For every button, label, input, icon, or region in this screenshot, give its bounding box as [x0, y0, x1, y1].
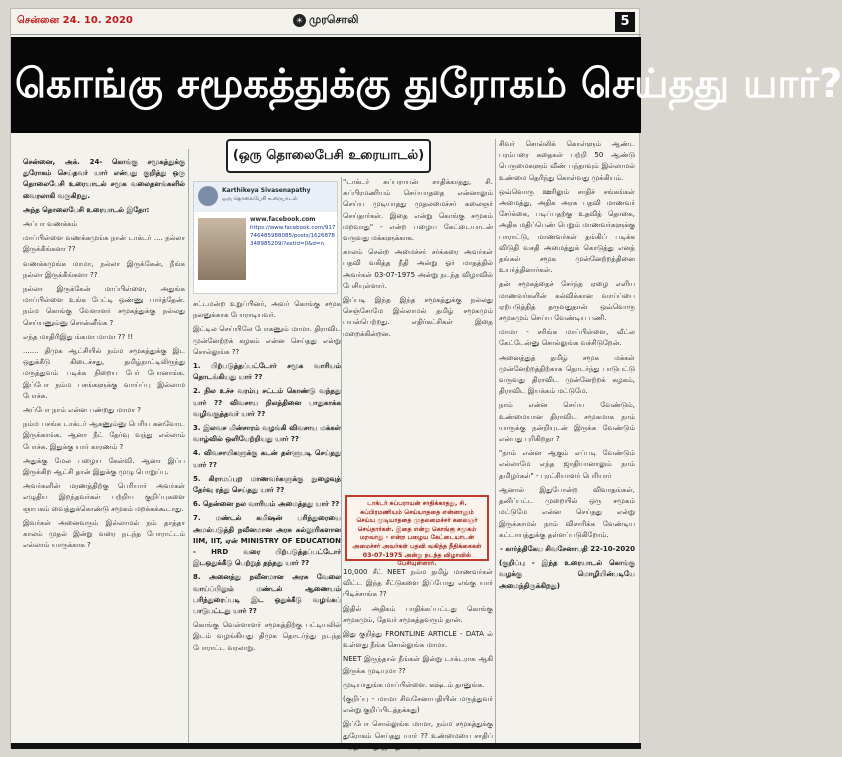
paragraph: இப்போ சொல்லுங்க மாமா, நம்ம சமூகத்துக்கு துரோகம் செய்தது யார் ?? உண்மையை சாதிப் [343, 720, 493, 740]
paragraph: தன் சமூகத்தைச் சேர்ந்த ஏழை எளிய மாணவர்களின் கல்விக்கான வாய்ப்பை ஏற்படுத்தித் தருவதுதான் ஒவ்வொரு சமூகமும் செய்ய வேண்டிய பணி. [499, 280, 635, 323]
paragraph: இப்படி இந்த இந்த சமூகத்துக்கு நல்லது செஞ்சோமே இல்லாமல் தமிழ் சமூகமும் பயன்பெற்றது. எதிர்கட்சிகள் இதை மறைக்கின்றன. [343, 296, 493, 338]
paragraph: சட்டமன்ற உறுப்பினர், அவர் கொங்கு சமூக நலனுக்காக போராடியவர். [193, 300, 341, 320]
paragraph: அந்த தொலைபேசி உரையாடல் இதோ: [23, 205, 150, 214]
paragraph: 7. மண்டல் கமிஷன் பரிந்துரையை அமல்படுத்தி நவீனமான அரசு கல்லூரிகளான IIM, IIT, ஏன் MINISTRY OF EDUCATION - HRD வரை பிற்படுத்தப்பட்டோர் இடஒதுக்கீடு பெற்றுத் தந்தது யார் ?? [193, 514, 341, 568]
newspaper-page [10, 8, 842, 748]
paragraph: நல்லா இருக்கேன் மாப்பிள்ளை, அதுங்க மாப்பிள்ளை உங்க பேட்டி ஒண்ணு பார்த்தேன். நம்ம கொங்கு வேளாளர் சமூகத்துக்கு நல்லது செய்யணும்னு சொன்னீங்க ? [23, 285, 185, 327]
facebook-site: www.facebook.com [250, 216, 316, 223]
column-divider [341, 177, 342, 743]
column-divider [495, 139, 496, 743]
column-divider [188, 149, 189, 743]
paragraph: இதில் அதிகம் பாதிக்கப்பட்டது கொங்கு சமூகமும், தேவர் சமூகத்தவரும் தான். [343, 604, 493, 624]
page-footer-rule [11, 743, 641, 749]
pull-quote-text: டாக்டர் சுப்பராயன் சாதிக்காதது, சி. சுப்பிரமணியம் செய்யாததை என்னாலும் செய்ய முடியாததை முதலமைச்சர் கலைஞர் செய்தார்கள். இதை என்று கொங்கு சமூகம் மறவாது - என்ற பழைய கேட்டையாடன் அமைச்சர் அவர்கள் பதவி வகித்த நீதிக்கைகள் 03-07-1975 அன்று நடந்த விழாவில் பேசியுள்ளார். [352, 500, 482, 568]
paragraph: மாமா - சரிங்க மாப்பிள்ளை, வீட்ல கேட்டேன்னு சொல்லுங்க வச்சிடுறேன். [499, 328, 635, 348]
paragraph: இவர்கள் அனைவரும் இல்லாமல் நம் தாத்தா காலம் முதல் இன்று வரை நடந்த போராட்டம் எல்லாம் யாருக்காக ? [23, 518, 185, 550]
paragraph: 2. நில உச்ச வரம்பு சட்டம் கொண்டு வந்தது யார் ?? விவசாய நிலத்தினை பாதுகாக்க வழிவகுத்தவர் யார் ?? [193, 387, 341, 418]
avatar [198, 186, 218, 206]
paragraph: அப்போ நாம் என்ன பண்றது மாமா ? [23, 406, 142, 415]
paragraph: 8. அனைத்து நவீனமான அரசு வேலை வாய்ப்பிலும் மண்டல் ஆணையம் பரிந்துரைப்படி இட ஒதுக்கீடு வழங்கப் பாடுபட்டது யார் ?? [193, 573, 341, 616]
paragraph: ....... திமுக ஆட்சியில் நம்ம சமூகத்துக்கு இட ஒதுக்கீடு கிடைச்சது, தமிழ்நாட்டிலிருந்து மருத்துவம் படிக்க நிறைய பேர் போனாங்க. இப்போ நம்ம பசங்களுக்கு வாய்ப்பு இல்லாம போச்சு. [23, 347, 185, 400]
paragraph: NEET இருந்தால் நீங்கள் இன்று டாக்டராக ஆகி இருக்க முடியுமா ?? [343, 655, 493, 675]
paragraph: நம்ம பசங்க டாக்டர் ஆகணும்னு பெரிய கனவோட இருக்காங்க. ஆனா நீட் தேர்வு வந்து எல்லாம் போச்சு. இதுக்கு யார் காரணம் ? [23, 420, 185, 451]
article-column-mid-c [343, 567, 493, 747]
headline-band [11, 37, 842, 133]
paragraph: 4. விவசாயிகளுக்கு கடன் தள்ளுபடி செய்தது யார் ?? [193, 449, 341, 469]
paragraph: வணக்கமுங்க மாமா, நல்லா இருக்கேன், நீங்க நல்லா இருக்கீங்களா ?? [23, 259, 185, 279]
facebook-post-header [194, 182, 337, 212]
paragraph: 5. கிராமப்புற மாணவர்களுக்கு நுழைவுத் தேர்வு ரத்து செய்தது யார் ?? [193, 474, 341, 495]
paragraph: இது குறித்து FRONTLINE ARTICLE - DATA ல் உள்ளது நீங்க சொல்லுங்க மாமா. [343, 630, 493, 650]
paragraph: 10,000 சீட் NEET நம்ம தமிழ் மாணவர்கள் விட்ட இந்த சீட்டுகளை இப்போது எங்கு யார் பிடிச்சாங்க ?? [343, 568, 493, 599]
paragraph: (குறிப்பு - மாமா சிவசேனாபதியின் மருத்துவர் என்று குறிப்பிடத்தக்கது) [343, 695, 493, 715]
paragraph: அப்பா வணக்கம் [23, 220, 78, 229]
paragraph: 3. இலவச மின்சாரம் வழங்கி விவசாய மக்கள் வாழ்வில் ஒளியேற்றியது யார் ?? [193, 424, 341, 444]
paragraph: காலம் சென்ற அமைச்சர் சர்க்கரை அவர்கள் பதவி வகித்த நீதி அன்று ஓர் மாதத்தில் அவர்கள் 03-07-1975 அன்று நடந்த விழாவில் பேசியுள்ளார். [343, 248, 493, 290]
masthead-logo-icon: ☀ [293, 14, 306, 27]
facebook-post-card [193, 181, 338, 294]
article-column-mid-a [193, 299, 341, 747]
paragraph: ஆனால் இதுபோன்ற விவாதங்கள், தனிப்பட்ட முறையில் ஒரு சமூகம் மட்டுமே என்ன செய்தது என்று இருக்காமல் நாம் விசாரிக்க வேண்டிய கட்டாயத்துக்கு தள்ளப்படுகிறோம். [499, 485, 635, 539]
article-column-mid-b [343, 177, 493, 339]
paragraph: சென்னை, அக். 24- கொங்கு சமூகத்துக்கு துரோகம் செய்தவர் யார் என்பது குறித்து ஒரு தொலைபேசி உரையாடல் சமூக வலைதளங்களில் வைரலாகி வருகிறது. [23, 158, 185, 200]
facebook-post-subtitle: ஒரு தொலைபேசி உரையாடல் [222, 196, 298, 202]
masthead-title: முரசொலி [309, 13, 359, 26]
paragraph: அதுக்கு மேல பழைய கேள்வி. ஆனா இப்ப இருக்கிற ஆட்சி தான் இதுக்கு முழு பொறுப்பு. [23, 456, 185, 477]
kicker-text: ஒரு தொலைபேசி உரையாடல் [238, 148, 419, 163]
kicker-box: (ஒரு தொலைபேசி உரையாடல்) [226, 139, 431, 173]
facebook-post-author: Karthikeya Sivasenapathy [222, 187, 311, 194]
paragraph: முடியாதுங்க மாப்பிள்ளை. கஷ்டம் தானுங்க. [343, 680, 485, 689]
paragraph: 6. தென்னை நல வாரியம் அமைத்தது யார் ?? [193, 500, 340, 509]
byline: - கார்த்திகேய சிவசேனாபதி 22-10-2020 [500, 544, 635, 553]
headline: கொங்கு சமூகத்துக்கு துரோகம் செய்தது யார்? [15, 61, 842, 107]
masthead [293, 13, 359, 28]
page-topbar [11, 9, 641, 35]
paragraph: எந்த மாதிரிஇது ங்கமா மாமா ?? !! [23, 332, 134, 341]
paragraph: "நாம் என்ன ஆகும் எப்படி வேண்டும் எல்லாமே எந்த ஜாதியானாலும் நாம் தமிழர்கள்" - புரட்சியாளர் பெரியார் [499, 449, 635, 480]
paragraph: நாம் என்ன செய்ய வேண்டும், உண்மையான திராவிட சமூகமாக நாம் யாருக்கு நன்றியுடன் இருக்க வேண்டும் என்பது புரிகிறதா ? [499, 401, 635, 444]
paragraph: மாப்பிள்ளை வணக்கமுங்க நான் டாக்டர் .... நல்லா இருக்கீங்களா ?? [23, 234, 185, 254]
page-number: 5 [615, 12, 635, 32]
article-column-left [23, 157, 185, 745]
paragraph: சிவர் சொல்லிக் கொள்ளும் ஆண்ட பரம்பரை கதைகள் பற்றி 50 ஆண்டு பெருமைகளும் வீண் பந்தாவும் இல்லாமல் உண்மை தெரிந்து கொள்வது முக்கியம். [499, 140, 635, 182]
author-photo [198, 218, 246, 280]
paragraph: "டாக்டர் சுப்பராயன் சாதிக்காதது, சி. சுப்பிரமணியம் செய்யாததை என்னாலும் செய்ய முடியாதது முதலமைச்சர் கலைஞர் செய்தார்கள். இதை என்று கொங்கு சமூகம் மறவாது" - என்ற பழைய கேட்டையாடன் வருவது மக்களுக்காக. [343, 178, 493, 243]
paragraph: 1. பிற்படுத்தப்பட்டோர் சமூக வாரியம் தொடங்கியது யார் ?? [193, 362, 341, 382]
article-column-right [499, 139, 635, 745]
paragraph: அனைத்துத் தமிழ் சமூக மக்கள் முன்னேற்றத்திற்காக தொடர்ந்து பாடுபட்டு வருவது திராவிட முன்னேற்றக் கழகம், திராவிட இயக்கம் மட்டுமே. [499, 353, 635, 396]
footnote: (குறிப்பு - இந்த உரையாடல் கொங்கு வழக்கு மொழியின்படியே அமைந்திருக்கிறது) [499, 559, 635, 590]
pull-quote-box [345, 495, 489, 568]
paragraph: கொங்கு வெள்ளாளர் சமூகத்திற்கு பட்டியலில் இடம் வழங்கியது திமுக தொடர்ந்து நடந்த போராட்ட வரலாறு. [193, 621, 341, 652]
paragraph: ஒவ்வொரு ஊரிலும் சாதிச் சங்கங்கள் அமைத்து, அதிக அரசு பதவி மாணவர் சேர்க்கை, படிப்பதற்கு உதவித் தொகை, அதிக மதிப்பெண் பெறும் மாணவர்களுக்கு பாராட்டு, மாணவர்கள் தங்கிப் படிக்க விடுதி வசதி அமைத்துக் கொடுத்து எனத் தங்கள் சமூக முன்னேற்றத்தினை உயர்த்தினார்கள். [499, 187, 635, 275]
dateline: சென்னை 24. 10. 2020 [17, 15, 133, 26]
paragraph: இட்டில செய்யிலே போகணும் மாமா. திராவிட முன்னேற்றக் கழகம் என்ன செய்தது என்று சொல்லுங்க ?? [193, 325, 341, 356]
facebook-post-link: https://www.facebook.com/917746485988085/posts/1626878348985209/?extid=0&d=n [250, 225, 336, 247]
paragraph: அவர்களின் மரணத்திற்கு பெரியார் அவர்கள் எழுதிய இறந்தவர்கள் பற்றிய குறிப்புகளை ஞாபகம் வைத்துக்கொண்டு சமூகம் மறக்கக்கூடாது. [23, 482, 185, 513]
